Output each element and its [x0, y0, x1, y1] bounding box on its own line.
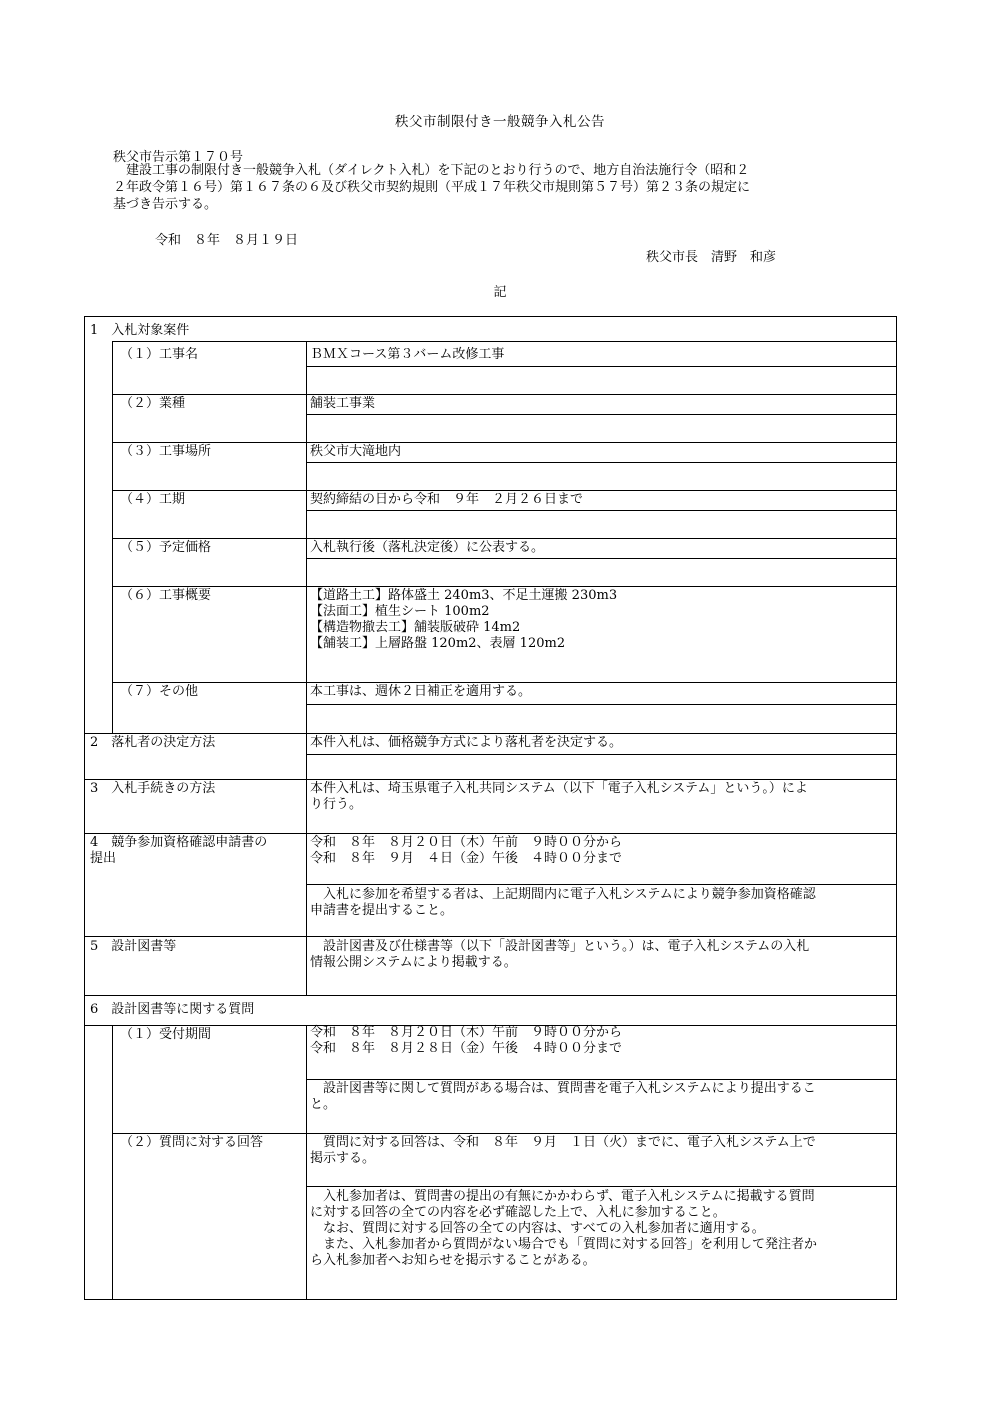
section-2-text: 本件入札は、価格競争方式により落札者を決定する。	[310, 735, 623, 750]
ki-heading: 記	[493, 285, 507, 300]
place-value: 秩父市大滝地内	[310, 444, 402, 459]
section-3-text: 本件入札は、埼玉県電子入札共同システム（以下「電子入札システム」という。）によ り行う。	[310, 781, 808, 812]
section-line	[84, 833, 897, 834]
row-line	[112, 442, 897, 443]
overview-label: （６）工事概要	[120, 588, 212, 603]
row-line	[306, 884, 897, 885]
col-divider-s6	[306, 1025, 307, 1300]
section-line	[84, 733, 897, 734]
indent-line-s6	[112, 1025, 113, 1300]
overview-value: 【道路土工】路体盛土 240m3、不足土運搬 230m3 【法面工】植生シート 100m2 【構造物撤去工】舗装版破砕 14m2 【舗装工】上層路盤 120m2、表層 120m2	[310, 588, 618, 651]
notice-date: 令和 ８年 ８月１９日	[155, 233, 299, 248]
row-line	[112, 586, 897, 587]
section-5-text: 設計図書及び仕様書等（以下「設計図書等」という。）は、電子入札システムの入札 情報公開システムにより掲載する。	[310, 939, 810, 970]
period-value: 契約締結の日から令和 ９年 ２月２６日まで	[310, 492, 584, 507]
row-line	[306, 462, 897, 463]
row-line	[306, 1079, 897, 1080]
document-title: 秩父市制限付き一般競争入札公告	[395, 114, 605, 130]
intro-paragraph: 建設工事の制限付き一般競争入札（ダイレクト入札）を下記のとおり行うので、地方自治法施行令（昭和２ ２年政令第１６号）第１６７条の６及び秩父市契約規則（平成１７年秩父市規則第５７号）第２３条の規定に 基づき告示する。	[113, 163, 751, 212]
reception-period: 令和 ８年 ８月２０日（木）午前 ９時００分から 令和 ８年 ８月２８日（金）午後 ４時００分まで	[310, 1025, 623, 1056]
section-6-label: 6 設計図書等に関する質問	[90, 1002, 255, 1017]
price-value: 入札執行後（落札決定後）に公表する。	[310, 540, 545, 555]
answer-note: 入札参加者は、質問書の提出の有無にかかわらず、電子入札システムに掲載する質問 に対する回答の全ての内容を必ず確認した上で、入札に参加すること。 なお、質問に対する回答の全ての内容は、すべての入札参加者に適用する。 また、入札参加者から質問がない場合でも「質問に対する回答」を利用して発注者か ら入札参加者へお知らせを掲示することがある。	[310, 1189, 818, 1268]
row-line	[306, 366, 897, 367]
row-line	[306, 510, 897, 511]
section-1-label: 1 入札対象案件	[90, 323, 190, 338]
row-line	[306, 754, 897, 755]
reception-label: （１）受付期間	[120, 1027, 212, 1042]
row-line	[306, 558, 897, 559]
place-label: （３）工事場所	[120, 444, 212, 459]
work-name-label: （１）工事名	[120, 347, 199, 362]
tender-table	[84, 316, 897, 1300]
col-divider-s2-s5	[306, 733, 307, 995]
col-divider-s1	[306, 341, 307, 733]
row-line	[112, 1133, 897, 1134]
answer-label: （２）質問に対する回答	[120, 1135, 264, 1150]
section-line	[84, 936, 897, 937]
notice-number: 秩父市告示第１７０号	[113, 150, 244, 165]
other-value: 本工事は、週休２日補正を適用する。	[310, 684, 532, 699]
row-line	[112, 394, 897, 395]
row-line	[306, 704, 897, 705]
reception-note: 設計図書等に関して質問がある場合は、質問書を電子入札システムにより提出するこ と。	[310, 1081, 816, 1112]
price-label: （５）予定価格	[120, 540, 212, 555]
answer-text: 質問に対する回答は、令和 ８年 ９月 １日（火）までに、電子入札システム上で 掲示する。	[310, 1135, 816, 1166]
row-line	[112, 538, 897, 539]
work-name-value: ＢＭＸコース第３バーム改修工事	[310, 347, 505, 362]
row-line	[112, 682, 897, 683]
section-line	[84, 779, 897, 780]
row-line	[112, 490, 897, 491]
row-line	[112, 341, 897, 342]
industry-label: （２）業種	[120, 396, 186, 411]
section-2-label: 2 落札者の決定方法	[90, 735, 216, 750]
section-3-label: 3 入札手続きの方法	[90, 781, 216, 796]
section-5-label: 5 設計図書等	[90, 939, 177, 954]
row-line	[306, 1186, 897, 1187]
section-4-label: 4 競争参加資格確認申請書の 提出	[90, 835, 268, 866]
other-label: （７）その他	[120, 684, 199, 699]
signer-name: 秩父市長 清野 和彦	[646, 250, 777, 265]
period-label: （４）工期	[120, 492, 186, 507]
indent-line-s1	[112, 341, 113, 733]
row-line	[306, 414, 897, 415]
section-line	[84, 995, 897, 996]
section-4-period: 令和 ８年 ８月２０日（木）午前 ９時００分から 令和 ８年 ９月 ４日（金）午後 ４時００分まで	[310, 835, 623, 866]
industry-value: 舗装工事業	[310, 396, 376, 411]
section-4-note: 入札に参加を希望する者は、上記期間内に電子入札システムにより競争参加資格確認 申請書を提出すること。	[310, 887, 816, 918]
